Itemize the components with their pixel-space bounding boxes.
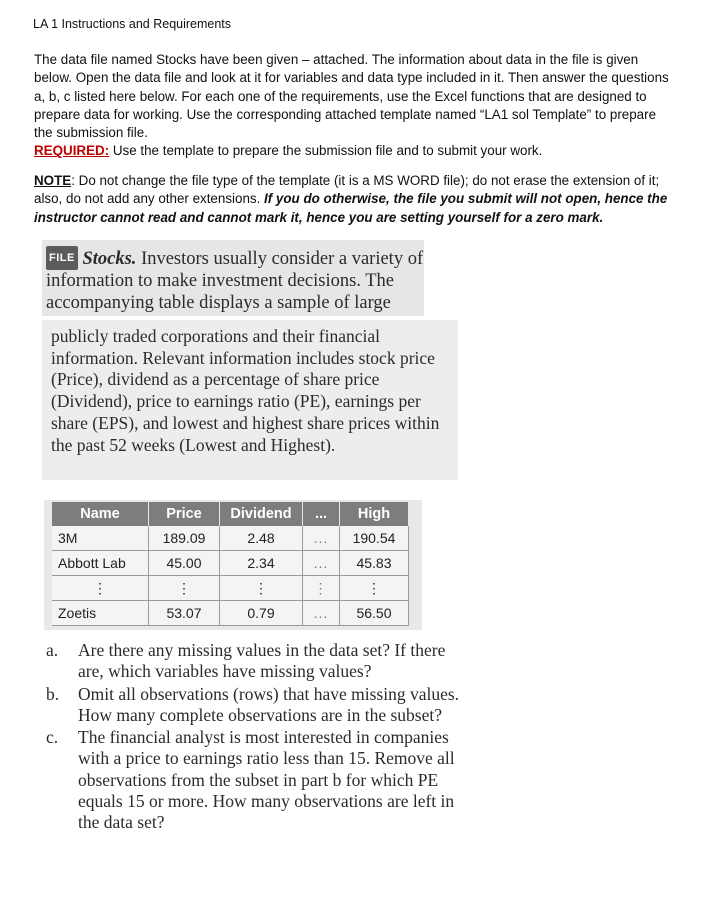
col-ellipsis-header: ... xyxy=(303,502,340,526)
question-text: Omit all observations (rows) that have missing values. How many complete observations are in the subset? xyxy=(78,683,460,725)
note-warning: If you do otherwise, the file you submit will not open, hence the instructor cannot read and cannot mark it, hence you are setting yourself for a zero mark. xyxy=(34,191,668,225)
cell-ellipsis: ⋮ xyxy=(303,576,340,601)
page-title: LA 1 Instructions and Requirements xyxy=(33,17,232,31)
cell-name: Abbott Lab xyxy=(52,551,149,576)
stocks-table xyxy=(52,502,409,626)
cell-price: ⋮ xyxy=(149,576,220,601)
table-row xyxy=(52,601,409,626)
col-high-header: High xyxy=(340,502,409,526)
questions-list xyxy=(42,640,462,835)
cell-high: 190.54 xyxy=(340,526,409,551)
cell-high: 56.50 xyxy=(340,601,409,626)
cell-price: 53.07 xyxy=(149,601,220,626)
note-label: NOTE xyxy=(34,173,72,188)
dataset-title: Stocks. xyxy=(82,249,137,269)
table-row xyxy=(52,551,409,576)
cell-dividend: 2.48 xyxy=(220,526,303,551)
cell-ellipsis: ... xyxy=(303,601,340,626)
cell-dividend: 0.79 xyxy=(220,601,303,626)
col-name-header: Name xyxy=(52,502,149,526)
cell-price: 189.09 xyxy=(149,526,220,551)
excerpt-para-2: publicly traded corporations and their financial information. Relevant information includes stock price (Price), dividend as a percentage of share price (Dividend), price to earnings ratio (PE), earnings per share (EPS), and lowest and highest share prices within the past 52 weeks (Lowest and Highest). xyxy=(51,326,440,455)
question-c xyxy=(42,727,462,833)
textbook-excerpt-intro xyxy=(42,240,424,316)
cell-high: ⋮ xyxy=(340,576,409,601)
table-row xyxy=(52,576,409,601)
note-text: : Do not change the file type of the template (it is a MS WORD file); do not erase the extension of it; also, do not add any other extensions. xyxy=(34,173,660,207)
excerpt-para-1: Investors usually consider a variety of information to make investment decisions. The accompanying table displays a sample of large xyxy=(46,249,424,313)
required-label: REQUIRED: xyxy=(34,143,110,159)
textbook-excerpt-description xyxy=(42,320,458,480)
cell-ellipsis: ... xyxy=(303,526,340,551)
question-label: a. xyxy=(46,640,59,660)
question-a xyxy=(42,640,462,683)
cell-dividend: ⋮ xyxy=(220,576,303,601)
stocks-table-image xyxy=(44,500,422,630)
cell-name: 3M xyxy=(52,526,149,551)
cell-high: 45.83 xyxy=(340,551,409,576)
cell-name: Zoetis xyxy=(52,601,149,626)
question-b xyxy=(42,684,462,727)
question-label: c. xyxy=(46,727,59,748)
col-dividend-header: Dividend xyxy=(220,502,303,526)
instructions-paragraph xyxy=(34,51,674,161)
intro-text: The data file named Stocks have been given – attached. The information about data in the file is given below. Open the data file and look at it for variables and data type included in it. Then answer the questions a, b, c listed here below. For each one of the requirements, use the Excel functions that are designed to prepare data for working. Use the corresponding attached template named “LA1 sol Template” to prepare the submission file. xyxy=(34,52,669,141)
cell-ellipsis: ... xyxy=(303,551,340,576)
question-text: Are there any missing values in the data set? If there are, which variables have missing values? xyxy=(78,640,446,682)
file-badge: FILE xyxy=(46,246,78,270)
col-price-header: Price xyxy=(149,502,220,526)
table-row xyxy=(52,526,409,551)
question-label: b. xyxy=(46,683,60,704)
question-text: The financial analyst is most interested in companies with a price to earnings ratio less than 15. Remove all observations from the subset in part b for which PE equals 15 or more. How many observations are left in the data set? xyxy=(78,727,455,833)
cell-dividend: 2.34 xyxy=(220,551,303,576)
table-header-row xyxy=(52,502,409,526)
cell-name: ⋮ xyxy=(52,576,149,601)
required-text: Use the template to prepare the submission file and to submit your work. xyxy=(109,143,543,159)
note-paragraph xyxy=(34,172,674,227)
cell-price: 45.00 xyxy=(149,551,220,576)
